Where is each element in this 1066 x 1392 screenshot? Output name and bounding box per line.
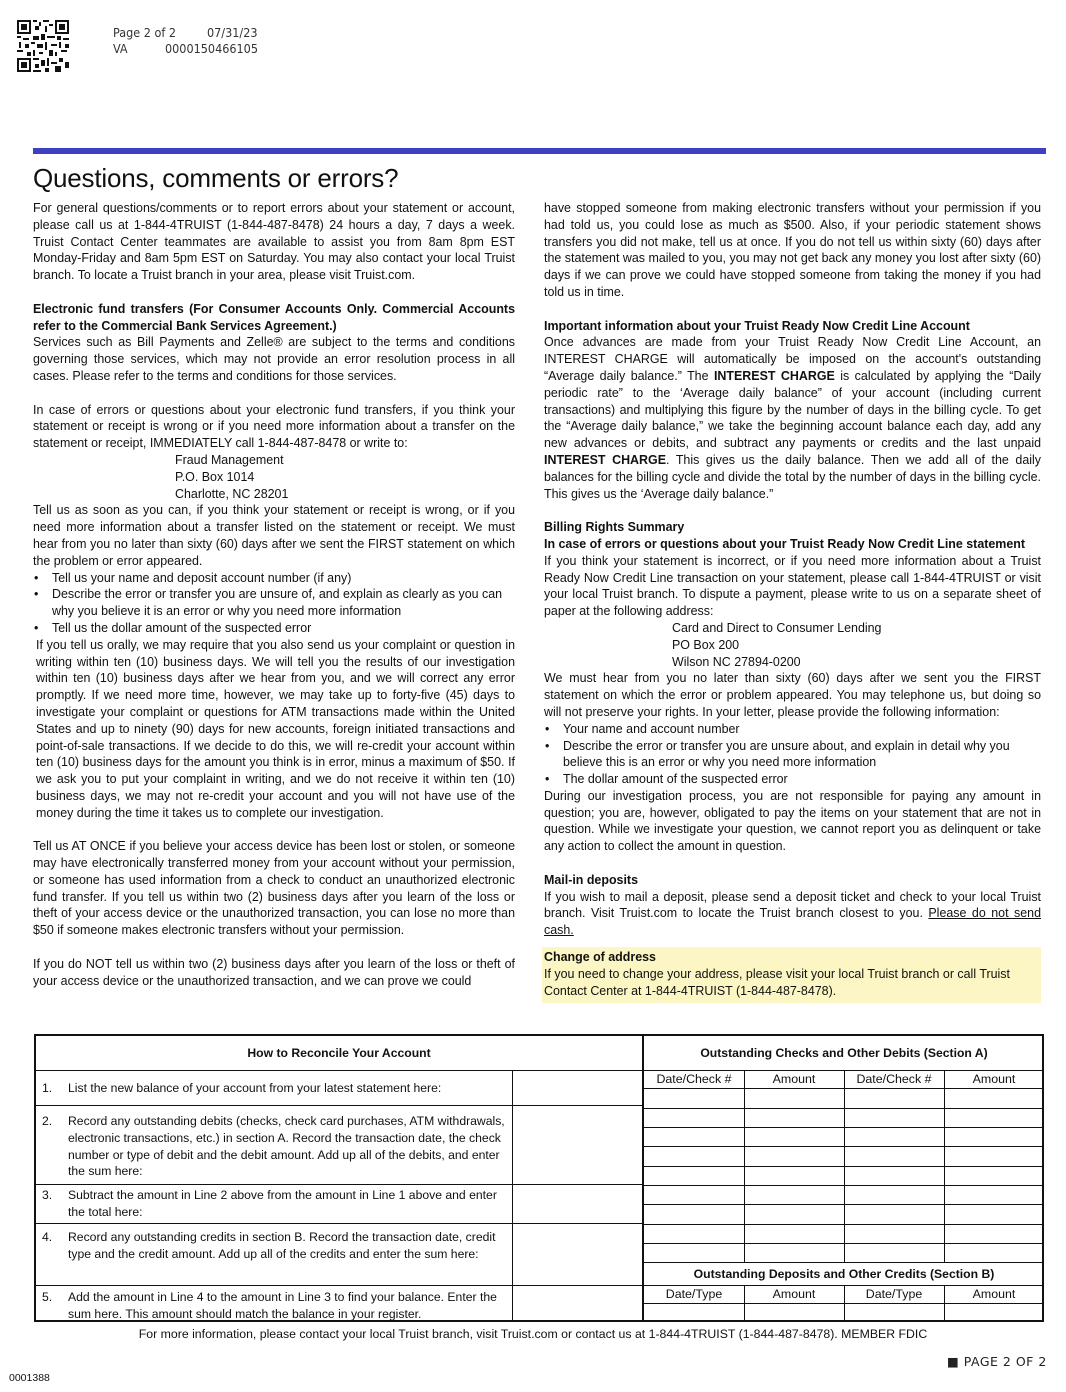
- qr-code: [17, 20, 69, 72]
- reconcile-table: [34, 1034, 1044, 1322]
- list-item: • Tell us the dollar amount of the suspected error: [33, 620, 515, 637]
- reconcile-step: 5. Add the amount in Line 4 to the amount in Line 3 to find your balance. Enter the sum here. This amount should match the balance in your register.: [42, 1290, 497, 1321]
- billing-bullet-list: [544, 721, 1041, 788]
- billing-rights-paragraph: If you think your statement is incorrect, or if you need more information about a Truist Ready Now Credit Line transaction on your statement, please call 1-844-4TRUIST or visit your local Truist branch. To dispute a payment, please write to us on a separate sheet of paper at the following address:: [544, 553, 1041, 619]
- list-item: • Describe the error or transfer you are unsure of, and explain as clearly as you can why you believe it is an error or why you need more information: [33, 586, 515, 620]
- lost-device-paragraph: Tell us AT ONCE if you believe your access device has been lost or stolen, or someone may have electronically transferred money from your account without your permission, or someone has used information from a check to conduct an unauthorized electronic fund transfer. If you tell us within two (2) business days after you learn of the loss or theft of your access device or the unauthorized transaction, you can lose no more than $50 if someone makes electronic transfers without your permission.: [33, 839, 515, 938]
- eft-bullet-list: [33, 570, 515, 637]
- lending-address-line-2: PO Box 200: [672, 637, 740, 652]
- column-header: Amount: [972, 1287, 1016, 1301]
- change-of-address-box: [542, 947, 1041, 1003]
- list-item: • Tell us your name and deposit account number (if any): [33, 570, 515, 587]
- reconcile-step: 1. List the new balance of your account from your latest statement here:: [42, 1081, 442, 1095]
- column-header: Date/Type: [865, 1287, 923, 1301]
- reconcile-step: 3. Subtract the amount in Line 2 above from the amount in Line 1 above and enter the total here:: [42, 1188, 497, 1219]
- left-column: [33, 200, 515, 989]
- mail-in-heading: Mail-in deposits: [544, 872, 638, 887]
- column-header: Date/Check #: [656, 1072, 732, 1086]
- column-header: Amount: [772, 1072, 816, 1086]
- column-header: Date/Type: [665, 1287, 723, 1301]
- footer-text: For more information, please contact your local Truist branch, visit Truist.com or contact us at 1-844-4TRUIST (1-844-487-8478). MEMBER FDIC: [138, 1327, 928, 1341]
- column-header: Date/Check #: [856, 1072, 932, 1086]
- ready-now-heading: Important information about your Truist Ready Now Credit Line Account: [544, 318, 970, 333]
- page-indicator: Page 2 of 2: [113, 25, 177, 40]
- right-column: [544, 200, 1041, 1003]
- account-reference: 0000150466105: [165, 41, 258, 56]
- statement-date: 07/31/23: [207, 25, 258, 40]
- must-hear-paragraph: We must hear from you no later than sixty (60) days after we sent you the FIRST statement on which the error or problem appeared. You may telephone us, but doing so will not preserve your rights. In your letter, please provide the following information:: [544, 671, 1041, 719]
- page-title: Questions, comments or errors?: [33, 163, 399, 193]
- tell-us-paragraph: Tell us as soon as you can, if you think your statement or receipt is wrong, or if you need more information about a transfer listed on the statement or receipt. We must hear from you no later than sixty (60) days after we sent the FIRST statement on which the problem or error appeared.: [33, 503, 515, 568]
- reconcile-step: 4. Record any outstanding credits in section B. Record the transaction date, credit type and the credit amount. Add up all of the credits and enter the sum here:: [42, 1230, 496, 1261]
- fraud-address-line-1: Fraud Management: [175, 452, 284, 467]
- change-of-address-heading: Change of address: [544, 950, 656, 965]
- column-header: Amount: [772, 1287, 816, 1301]
- lending-address-line-1: Card and Direct to Consumer Lending: [672, 620, 882, 635]
- mail-in-paragraph: If you wish to mail a deposit, please send a deposit ticket and check to your local Truist branch. Visit Truist.com to locate the Truist branch closest to you. Please do not send cash.: [544, 889, 1041, 938]
- column-header: Amount: [972, 1072, 1016, 1086]
- oral-complaint-paragraph: If you tell us orally, we may require that you also send us your complaint or question in writing within ten (10) business days. We will tell you the results of our investigation within ten (10) business days after we hear from you, and we will correct any error promptly. If we need more time, however, we may take up to forty-five (45) days to investigate your complaint or questions for ATM transactions made within the United States and up to ninety (90) days for new accounts, foreign initiated transactions and point-of-sale transactions. If we decide to do this, we will re-credit your account within ten (10) business days for the amount you think is in error, minus a maximum of $50. If we ask you to put your complaint in writing, and we do not receive it within ten (10) business days, we may not re-credit your account and you will not have use of the money during the time it takes us to complete our investigation.: [36, 637, 515, 820]
- billing-rights-subheading: In case of errors or questions about your Truist Ready Now Credit Line statement: [544, 536, 1026, 551]
- investigation-paragraph: During our investigation process, you are not responsible for paying any amount in question; you are, however, obligated to pay the items on your statement that are not in question. While we investigate your question, we cannot report you as delinquent or take any action to collect the amount in question.: [544, 788, 1041, 854]
- list-item: • The dollar amount of the suspected error: [544, 771, 1041, 788]
- two-days-paragraph: If you do NOT tell us within two (2) business days after you learn of the loss or theft of your access device or the unauthorized transaction, and we can prove we could: [33, 956, 515, 988]
- eft-heading: Electronic fund transfers (For Consumer Accounts Only. Commercial Accounts refer to the Commercial Bank Services Agreement.): [33, 301, 515, 333]
- general-questions-paragraph: For general questions/comments or to report errors about your statement or account, please call us at 1-844-4TRUIST (1-844-487-8478) 24 hours a day, 7 days a week. Truist Contact Center teammates are available to assist you from 8am 8pm EST Monday-Friday and 8am 5pm EST on Saturday. You may also contact your local Truist branch. To locate a Truist branch in your area, please visit Truist.com.: [33, 201, 515, 283]
- state-code: VA: [113, 41, 128, 56]
- document-code: 0001388: [9, 1372, 50, 1384]
- fraud-address-line-2: P.O. Box 1014: [175, 469, 255, 484]
- services-paragraph: Services such as Bill Payments and Zelle® are subject to the terms and conditions governing those services, which may not provide an error resolution process in all cases. Please refer to the terms and conditions for those services.: [33, 335, 515, 383]
- fraud-address-line-3: Charlotte, NC 28201: [175, 486, 289, 501]
- section-b-heading: Outstanding Deposits and Other Credits (Section B): [693, 1267, 995, 1281]
- change-of-address-text: If you need to change your address, please visit your local Truist branch or call Truist Contact Center at 1-844-4TRUIST (1-844-487-8478).: [544, 966, 1010, 998]
- section-a-heading: Outstanding Checks and Other Debits (Section A): [700, 1046, 988, 1060]
- reconcile-heading: How to Reconcile Your Account: [36, 1036, 642, 1071]
- lending-address-line-3: Wilson NC 27894-0200: [672, 654, 801, 669]
- billing-rights-heading: Billing Rights Summary: [544, 520, 685, 535]
- reconcile-step: 2. Record any outstanding debits (checks, check card purchases, ATM withdrawals, electronic transactions, etc.) in section A. Record the transaction date, the check number or type of debit and the debit amount. Add up all of the debits, and enter the sum here:: [42, 1114, 505, 1179]
- list-item: • Your name and account number: [544, 721, 1041, 738]
- ready-now-paragraph: Once advances are made from your Truist Ready Now Credit Line Account, an INTEREST CHARGE will automatically be imposed on the account's outstanding “Average daily balance.” The INTEREST CHARGE is calculated by applying the “Daily periodic rate” to the ‘Average daily balance” of your account (including current transactions) and multiplying this figure by the number of days in the billing cycle. To get the “Average daily balance,” we take the beginning account balance each day, add any new advances or debits, and subtract any payments or credits and the last unpaid INTEREST CHARGE. This gives us the daily balance. Then we add all of the daily balances for the billing cycle and divide the total by the number of days in the billing cycle. This gives us the ‘Average daily balance.”: [544, 335, 1041, 501]
- eft-errors-paragraph: In case of errors or questions about your electronic fund transfers, if you think your statement or receipt is wrong or if you need more information about a transfer on the statement or receipt, IMMEDIATELY call 1-844-487-8478 or write to:: [33, 402, 515, 451]
- continued-paragraph: have stopped someone from making electronic transfers without your permission if you had told us, you could lose as much as $500. Also, if your periodic statement shows transfers you did not make, tell us at once. If you do not tell us within sixty (60) days after the statement was mailed to you, you may not get back any money you lost after sixty (60) days if we can prove we could have stopped someone from taking the money if you had told us in time.: [544, 201, 1041, 299]
- title-rule: [33, 148, 1046, 154]
- page-label: ■ PAGE 2 OF 2: [947, 1354, 1047, 1369]
- list-item: • Describe the error or transfer you are unsure about, and explain in detail why you believe this is an error or why you need more information: [544, 738, 1041, 772]
